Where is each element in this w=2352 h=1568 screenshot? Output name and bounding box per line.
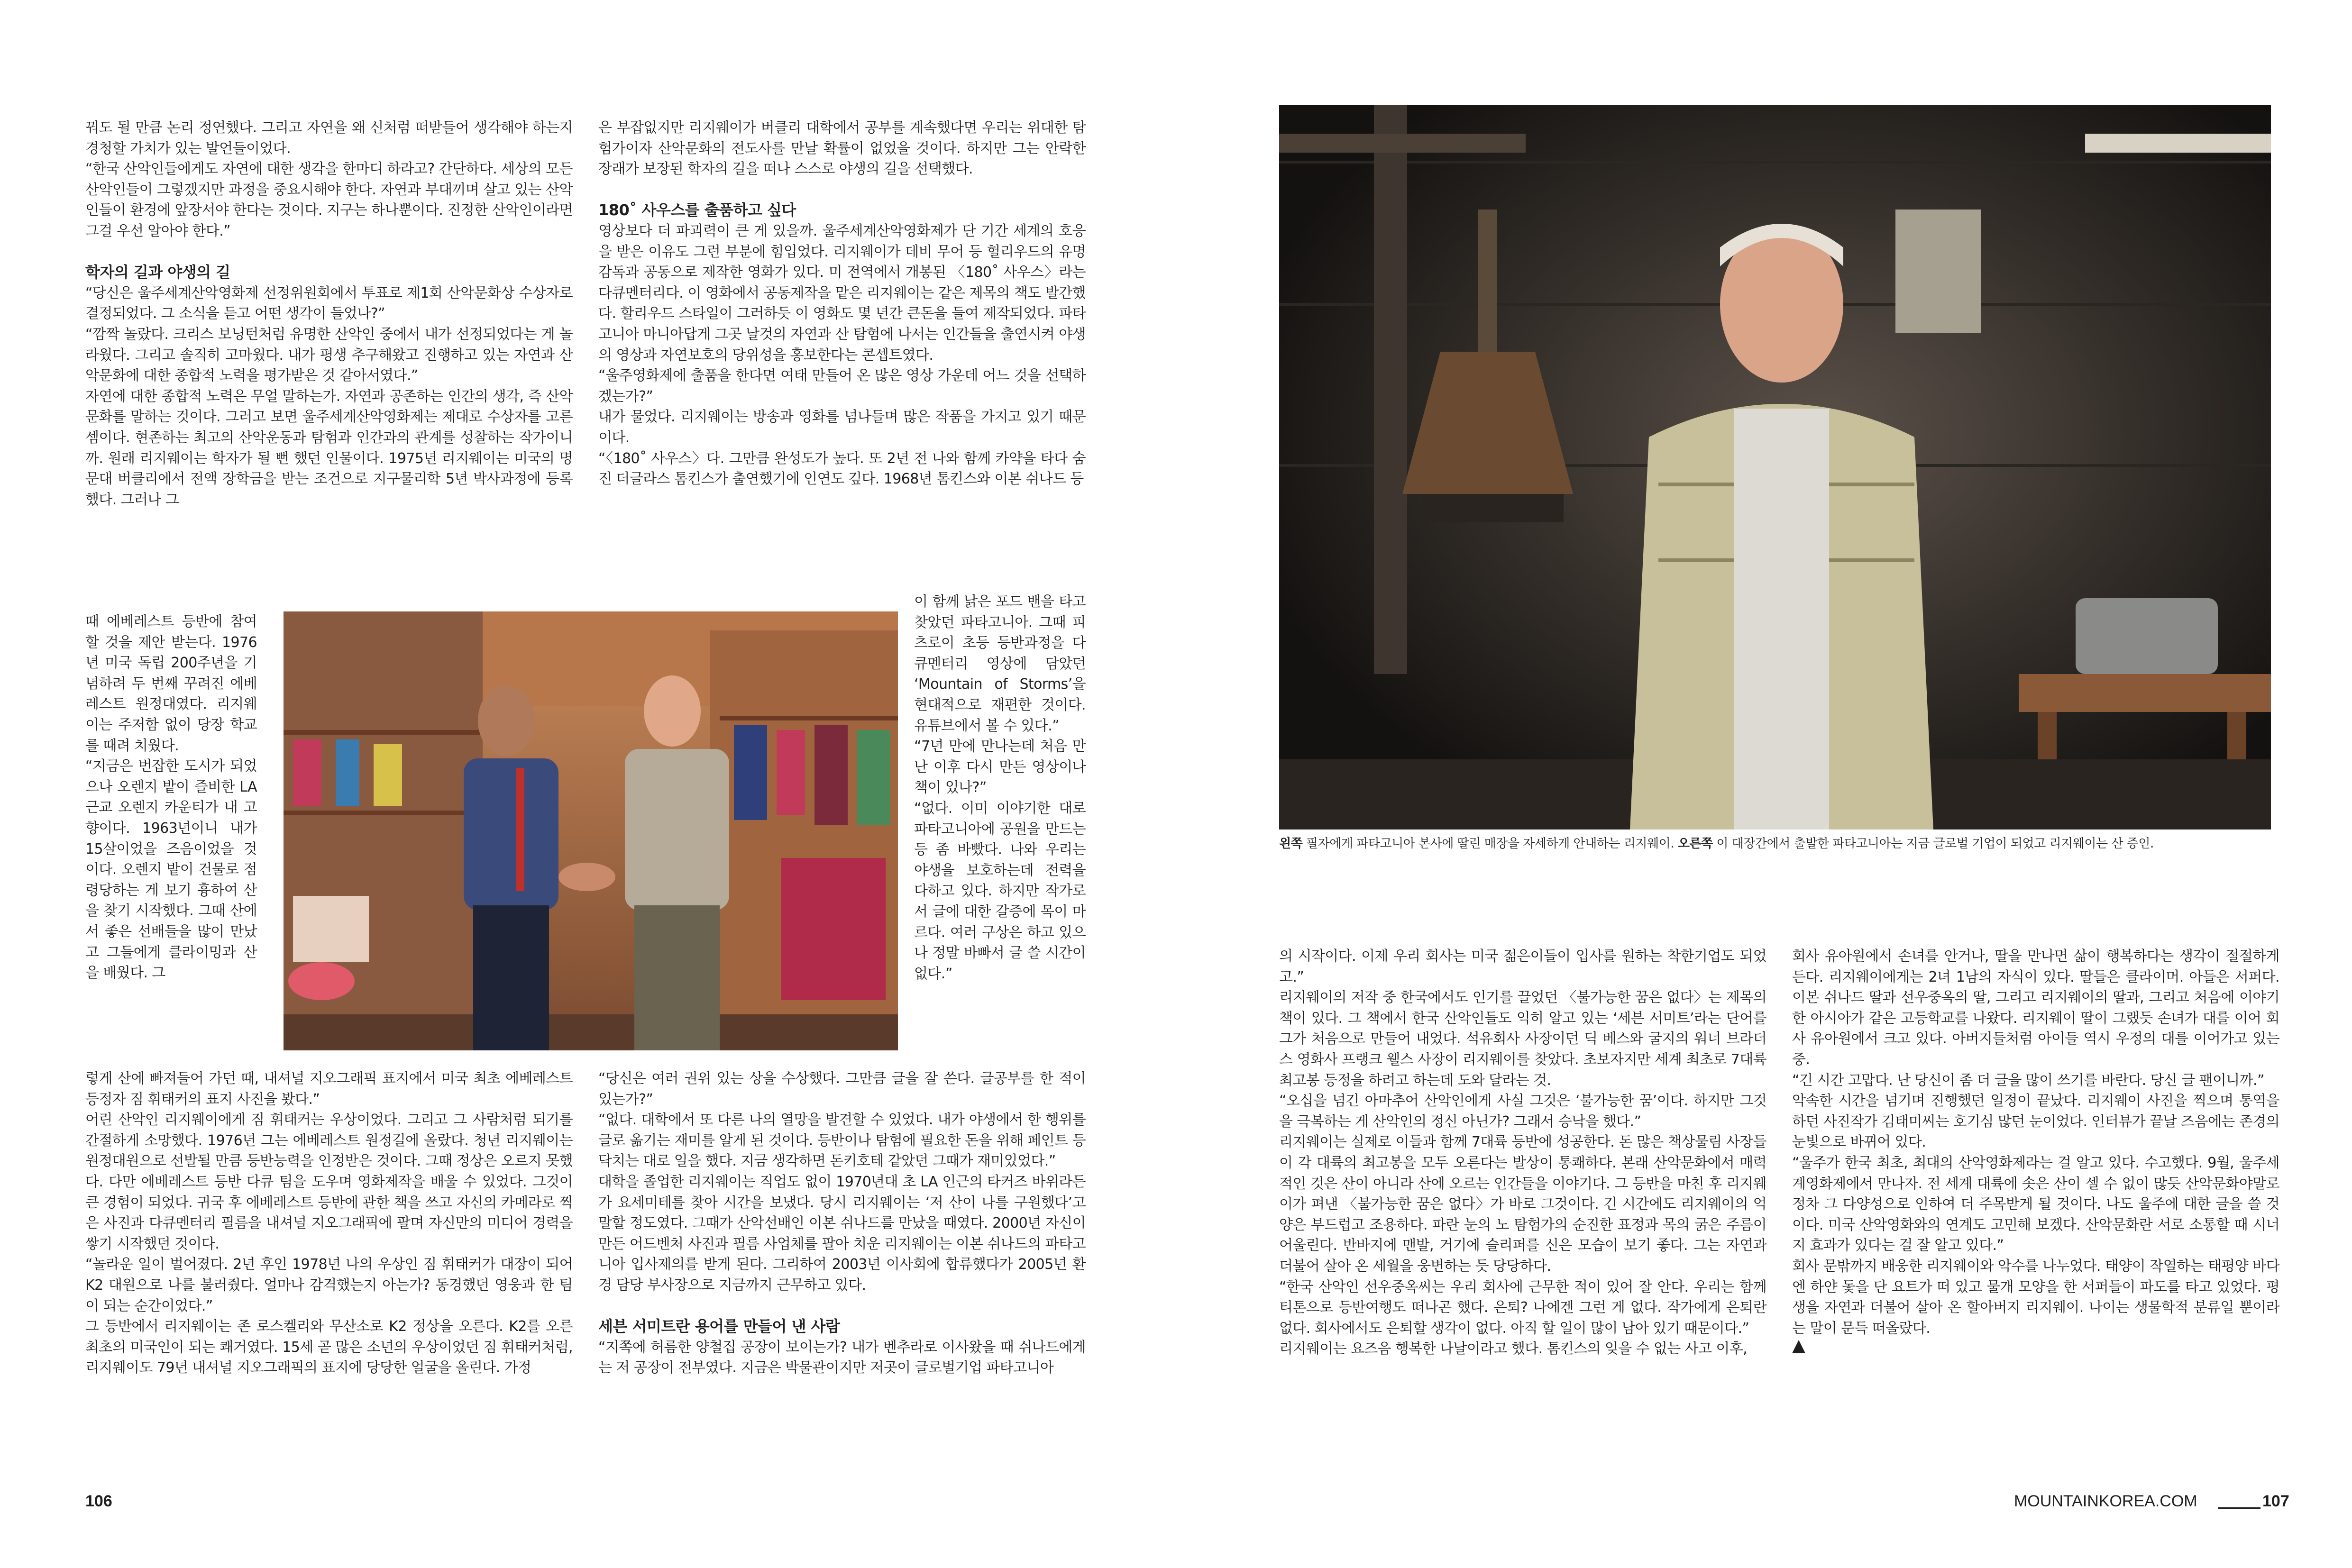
paragraph: “깜짝 놀랐다. 크리스 보닝턴처럼 유명한 산악인 중에서 내가 선정되었다는 게 놀라웠다. 그리고 솔직히 고마웠다. 내가 평생 추구해왔고 진행하고 있는 자연과 산악문화에 대한 종합적 노력을 평가받은 것 같아서였다.” [85, 326, 573, 384]
paragraph: 내가 물었다. 리지웨이는 방송과 영화를 넘나들며 많은 작품을 가지고 있기 때문이다. [598, 409, 1086, 446]
paragraph: 대학을 졸업한 리지웨이는 직업도 없이 1970년대 초 LA 인근의 타커즈 바위라든가 요세미테를 찾아 시간을 보냈다. 당시 리지웨이는 ‘저 산이 나를 구원했다’고 말할 정도였다. 그때가 산악선배인 이본 쉬나드를 만났을 때였다. 2000년 자신이 만든 어드벤처 사진과 필름 사업체를 팔아 치운 리지웨이는 이본 쉬나드의 파타고니아 입사제의를 받게 된다. 그리하여 2003년 이사회에 합류했다가 2005년 환경 담당 부사장으로 지금까지 근무하고 있다. [598, 1173, 1086, 1294]
column-1-top [85, 118, 573, 510]
column-2-top [598, 118, 1086, 490]
paragraph: “없다. 대학에서 또 다른 나의 열망을 발견할 수 있었다. 내가 야생에서 한 행위를 글로 옮기는 재미를 알게 된 것이다. 등반이나 탐험에 필요한 돈을 위해 페인트 등 닥치는 대로 일을 했다. 지금 생각하면 돈키호테 같았던 그때가 재미있었다.” [598, 1112, 1086, 1170]
paragraph: “오십을 넘긴 아마추어 산악인에게 사실 그것은 ‘불가능한 꿈’이다. 하지만 그것을 극복하는 게 산악인의 정신 아닌가? 그래서 승낙을 했다.” [1279, 1093, 1766, 1130]
store-scene-illustration [284, 611, 898, 1050]
paragraph: “울주가 한국 최초, 최대의 산악영화제라는 걸 알고 있다. 수고했다. 9월, 울주세계영화제에서 만나자. 전 세계 대륙에 솟은 산이 셀 수 없이 많듯 산악문화야말로 정차 그 다양성으로 인하여 더 주목받게 될 것이다. 나도 울주에 대한 글을 쓸 것이다. 미국 산악영화와의 연계도 고민해 보겠다. 산악문화란 서로 소통할 때 시너지 효과가 있다는 걸 잘 알고 있다.” [1792, 1154, 2279, 1254]
photo-caption [1279, 835, 2185, 852]
paragraph: “지쪽에 허름한 양철집 공장이 보이는가? 내가 벤추라로 이사왔을 때 쉬나드에게는 저 공장이 전부였다. 지금은 박물관이지만 저곳이 글로벌기업 파타고니아 [598, 1339, 1086, 1377]
column-2-bottom [598, 1068, 1086, 1378]
paragraph: 악속한 시간을 넘기며 진행했던 일정이 끝났다. 리지웨이 사진을 찍으며 통역을 하던 사진작가 김태미씨는 호기심 많던 눈이었다. 인터뷰가 끝날 즈음에는 존경의 눈빛으로 바뀌어 있다. [1792, 1093, 2279, 1151]
paragraph: “한국 산악인 선우중옥씨는 우리 회사에 근무한 적이 있어 잘 안다. 우리는 함께 티톤으로 등반여행도 떠나곤 했다. 은퇴? 나에겐 그런 게 없다. 작가에게 은퇴란 없다. 회사에서도 은퇴할 생각이 없다. 아직 할 일이 많이 남아 있기 때문이다.” [1279, 1278, 1766, 1337]
paragraph: “당신은 울주세계산악영화제 선정위원회에서 투표로 제1회 산악문화상 수상자로 결정되었다. 그 소식을 듣고 어떤 생각이 들었나?” [85, 284, 573, 322]
paragraph: “지금은 번잡한 도시가 되었으나 오렌지 밭이 즐비한 LA근교 오렌지 카운티가 내 고향이다. 1963년이니 내가 15살이었을 즈음이었을 것이다. 오렌지 밭이 건물로 점령당하는 게 보기 흉하여 산을 찾기 시작했다. 그때 산에서 좋은 선배들을 많이 만났고 그들에게 클라이밍과 산을 배웠다. 그 [85, 758, 257, 982]
paragraph: 회사 유아원에서 손녀를 안거나, 딸을 만나면 삶이 행복하다는 생각이 절절하게 든다. 리지웨이에게는 2녀 1남의 자식이 있다. 딸들은 클라이머. 아들은 서퍼다. 이본 쉬나드 딸과 선우중옥의 딸, 그리고 리지웨이의 딸과, 그리고 처음에 이야기한 아시아가 같은 고등학교를 나왔다. 리지웨이 딸이 그랬듯 손녀가 대를 이어 회사 유아원에서 크고 있다. 아버지들처럼 아이들 역시 우정의 대를 이어가고 있는 중. [1792, 948, 2279, 1068]
end-mark-icon [1792, 1340, 1805, 1353]
paragraph: “한국 산악인들에게도 자연에 대한 생각을 한마디 하라고? 간단하다. 세상의 모든 산악인들이 그렇겠지만 과정을 중요시해야 한다. 자연과 부대끼며 살고 있는 산악인들이 환경에 앞장서야 한다는 것이다. 지구는 하나뿐이다. 진정한 산악인이라면 그걸 우선 알아야 한다.” [85, 161, 573, 239]
paragraph: 은 부잡없지만 리지웨이가 버클리 대학에서 공부를 계속했다면 우리는 위대한 탐험가이자 산악문화의 전도사를 만날 확률이 없었을 것이다. 하지만 그는 안락한 장래가 보장된 학자의 길을 떠나 스스로 야생의 길을 선택했다. [598, 119, 1086, 178]
section-heading: 학자의 길과 야생의 길 [85, 263, 230, 282]
workshop-scene-illustration [1279, 105, 2271, 830]
paragraph: 리지웨이는 실제로 이들과 함께 7대륙 등반에 성공한다. 돈 많은 책상물림 사장들이 각 대륙의 최고봉을 모두 오른다는 발상이 통쾌하다. 본래 산악문화에서 매력적인 것은 산이 아니라 산에 오르는 인간들을 이야기다. 그 등반을 마친 후 리지웨이가 펴낸 〈불가능한 꿈은 없다〉가 바로 그것이다. 긴 시간에도 리지웨이의 억양은 부드럽고 조용하다. 파란 눈의 노 탐험가의 순진한 표정과 목의 굵은 주름이 어울린다. 반바지에 맨발, 거기에 슬리퍼를 신은 모습이 보기 좋다. 그는 자연과 더불어 살아 온 세월을 웅변하는 듯 당당하다. [1279, 1134, 1766, 1275]
caption-left-label: 왼쪽 [1279, 837, 1303, 851]
paragraph: 꿔도 될 만큼 논리 정연했다. 그리고 자연을 왜 신처럼 떠받들어 생각해야 하는지 경청할 가치가 있는 발언들이었다. [85, 119, 573, 157]
paragraph: “긴 시간 고맙다. 난 당신이 좀 더 글을 많이 쓰기를 바란다. 당신 글 팬이니까.” [1792, 1072, 2264, 1089]
photo-handshake-store [284, 611, 898, 1050]
page-number-left: 106 [85, 1492, 112, 1510]
paragraph: 리지웨이의 저작 중 한국에서도 인기를 끌었던 〈불가능한 꿈은 없다〉는 제목의 책이 있다. 그 책에서 한국 산악인들도 익히 알고 있는 ‘세븐 서미트’라는 단어를 그가 처음으로 만들어 내었다. 석유회사 사장이던 딕 베스와 굴지의 워너 브라더스 영화사 프랭크 웰스 사장이 리지웨이를 찾았다. 초보자지만 세계 최초로 7대륙 최고봉 등정을 하려고 하는데 도와 달라는 것. [1279, 989, 1766, 1089]
paragraph: 자연에 대한 종합적 노력은 무얼 말하는가. 자연과 공존하는 인간의 생각, 즉 산악문화를 말하는 것이다. 그러고 보면 울주세계산악영화제는 제대로 수상자를 고른 셈이다. 현존하는 최고의 산악운동과 탐험과 인간과의 관계를 성찰하는 작가이니까. 원래 리지웨이는 학자가 될 뻔 했던 인물이다. 1975년 리지웨이는 미국의 명문대 버클리에서 전액 장학금을 받는 조건으로 지구물리학 5년 박사과정에 등록했다. 그러나 그 [85, 388, 573, 508]
caption-right-label: 오른쪽 [1677, 837, 1713, 851]
column-2-narrow [914, 592, 1086, 984]
column-3 [1279, 946, 1766, 1359]
footer-rule [2218, 1507, 2260, 1509]
paragraph: 어린 산악인 리지웨이에게 짐 휘태커는 우상이었다. 그리고 그 사람처럼 되기를 간절하게 소망했다. 1976년 그는 에베레스트 원정길에 올랐다. 청년 리지웨이는 원정대원으로 선발될 만큼 등반능력을 인정받은 것이다. 그때 정상은 오르지 못했다. 다만 에베레스트 등반 다큐 팀을 도우며 영화제작을 배울 수 있었다. 그것이 큰 경험이 되었다. 귀국 후 에베레스트 등반에 관한 책을 쓰고 자신의 카메라로 찍은 사진과 다큐멘터리 필름을 내셔널 지오그래픽에 팔며 자신만의 미디어 경력을 쌓기 시작했던 것이다. [85, 1112, 573, 1252]
paragraph: “놀라운 일이 벌어졌다. 2년 후인 1978년 나의 우상인 짐 휘태커가 대장이 되어 K2 대원으로 나를 불러줬다. 얼마나 감격했는지 아는가? 동경했던 영웅과 한 팀이 되는 순간이었다.” [85, 1256, 573, 1314]
paragraph: 때 에베레스트 등반에 참여할 것을 제안 받는다. 1976년 미국 독립 200주년을 기념하려 두 번째 꾸려진 에베레스트 원정대였다. 리지웨이는 주저함 없이 당장 학교를 때려 치웠다. [85, 613, 257, 754]
paragraph: 이 함께 낡은 포드 밴을 타고 찾았던 파타고니아. 그때 피츠로이 초등 등반과정을 다큐멘터리 영상에 담았던 ‘Mountain of Storms’을 현대적으로 재편한 것이다. 유튜브에서 볼 수 있다.” [914, 593, 1086, 734]
paragraph: 그 등반에서 리지웨이는 존 로스켈리와 무산소로 K2 정상을 오른다. K2를 오른 최초의 미국인이 되는 쾌거였다. 15세 곧 많은 소년의 우상이었던 짐 휘태커처럼, 리지웨이도 79년 내셔널 지오그래픽의 표지에 당당한 얼굴을 올린다. 가정 [85, 1318, 573, 1377]
paragraph: “7년 만에 만나는데 처음 만난 이후 다시 만든 영상이나 책이 있나?” [914, 738, 1086, 796]
paragraph: 의 시작이다. 이제 우리 회사는 미국 젊은이들이 입사를 원하는 착한기업도 되었고.” [1279, 948, 1766, 985]
section-heading: 세븐 서미트란 용어를 만들어 낸 사람 [598, 1317, 840, 1336]
paragraph: “울주영화제에 출품을 한다면 여태 만들어 온 많은 영상 가운데 어느 것을 선택하겠는가?” [598, 367, 1086, 405]
paragraph: 회사 문밖까지 배웅한 리지웨이와 악수를 나누었다. 태양이 작열하는 태평양 바다엔 하얀 돛을 단 요트가 떠 있고 물개 모양을 한 서퍼들이 파도를 타고 있었다. 평생을 자연과 더불어 살아 온 할아버지 리지웨이. 나이는 생물학적 분류일 뿐이라는 말이 문득 떠올랐다. [1792, 1258, 2279, 1337]
photo-blacksmith-shop [1279, 105, 2271, 830]
column-4 [1792, 946, 2279, 1359]
caption-right-text: 이 대장간에서 출발한 파타고니아는 지금 글로벌 기업이 되었고 리지웨이는 산 증인. [1716, 837, 2154, 851]
paragraph: “〈180˚ 사우스〉다. 그만큼 완성도가 높다. 또 2년 전 나와 함께 카약을 타다 숨진 더글라스 톰킨스가 출연했기에 인연도 깊다. 1968년 톰킨스와 이본 쉬나드 등 [598, 450, 1086, 488]
column-1-bottom [85, 1068, 573, 1378]
caption-left-text: 필자에게 파타고니아 본사에 딸린 매장을 자세하게 안내하는 리지웨이. [1306, 837, 1674, 851]
paragraph: “없다. 이미 이야기한 대로 파타고니아에 공원을 만드는 등 좀 바빴다. 나와 우리는 야생을 보호하는데 전력을 다하고 있다. 하지만 작가로서 글에 대한 갈증에 목이 마르다. 여러 구상은 하고 있으나 정말 바빠서 글 쓸 시간이 없다.” [914, 800, 1086, 982]
footer-site: MOUNTAINKOREA.COM [2014, 1492, 2197, 1510]
page-number-right: 107 [2262, 1492, 2289, 1510]
paragraph: 리지웨이는 요즈음 행복한 나날이라고 했다. 톰킨스의 잊을 수 없는 사고 이후, [1279, 1340, 1748, 1358]
section-heading: 180˚ 사우스를 출품하고 싶다 [598, 201, 796, 219]
column-1-narrow [85, 611, 257, 984]
paragraph: 영상보다 더 파괴력이 큰 게 있을까. 울주세계산악영화제가 단 기간 세계의 호응을 받은 이유도 그런 부분에 힘입었다. 리지웨이가 데비 무어 등 헐리우드의 유명 감독과 공동으로 제작한 영화가 있다. 미 전역에서 개봉된 〈180˚ 사우스〉라는 다큐멘터리다. 이 영화에서 공동제작을 맡은 리지웨이는 같은 제목의 책도 발간했다. 할리우드 스타일이 그러하듯 이 영화도 몇 년간 큰돈을 들여 제작되었다. 파타고니아 마니아답게 그곳 날것의 자연과 산 탐험에 나서는 인간들을 출연시켜 야생의 영상과 자연보호의 당위성을 홍보한다는 콘셉트였다. [598, 222, 1086, 364]
paragraph: 렇게 산에 빠져들어 가던 때, 내셔널 지오그래픽 표지에서 미국 최초 에베레스트 등정자 짐 휘태커의 표지 사진을 봤다.” [85, 1070, 573, 1108]
paragraph: “당신은 여러 권위 있는 상을 수상했다. 그만큼 글을 잘 쓴다. 글공부를 한 적이 있는가?” [598, 1070, 1086, 1108]
